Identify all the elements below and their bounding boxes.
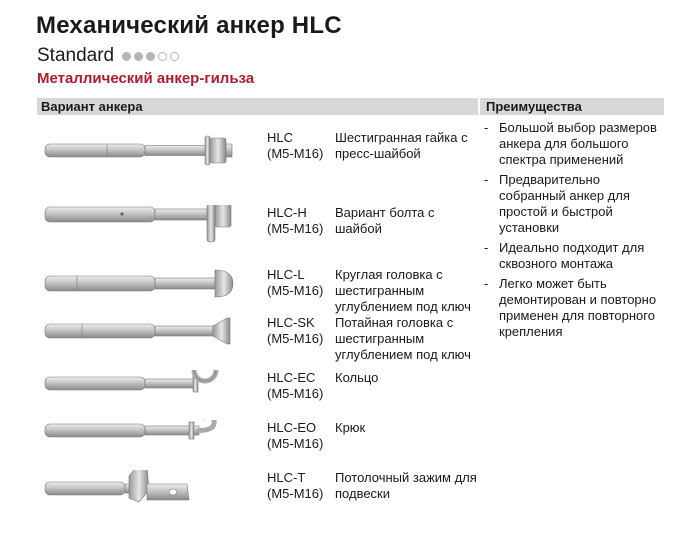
column-header-advantages: Преимущества	[480, 98, 664, 115]
variant-description: Кольцо	[335, 370, 379, 385]
variant-code	[267, 470, 333, 502]
rating-dot-empty	[158, 52, 167, 61]
variant-size: (M5-M16)	[267, 436, 324, 451]
standard-label: Standard	[37, 45, 115, 66]
variant-code-text: HLC-T	[267, 470, 306, 485]
variant-size: (M5-M16)	[267, 146, 324, 161]
column-header-variant: Вариант анкера	[37, 98, 478, 115]
anchor-hlc-sk-image	[37, 315, 242, 359]
variant-code	[267, 315, 333, 347]
variant-code-text: HLC-H	[267, 205, 307, 220]
variant-size: (M5-M16)	[267, 386, 324, 401]
anchor-hlc-ec-image	[37, 370, 242, 414]
variant-description: Круглая головка с шестигранным углублением под ключ	[335, 267, 471, 314]
anchor-hlc-image	[37, 130, 242, 174]
variant-description: Вариант болта с шайбой	[335, 205, 435, 236]
variant-code	[267, 370, 333, 402]
variant-description: Крюк	[335, 420, 366, 435]
variant-row-hlc-eo	[37, 420, 474, 464]
variant-code	[267, 205, 333, 237]
variant-description: Шестигранная гайка с пресс-шайбой	[335, 130, 468, 161]
variant-row-hlc-t	[37, 470, 477, 514]
variant-size: (M5-M16)	[267, 221, 324, 236]
variant-size: (M5-M16)	[267, 331, 324, 346]
variant-row-hlc-sk	[37, 315, 474, 362]
variant-size: (M5-M16)	[267, 486, 324, 501]
advantage-item: - Идеально подходит для сквозного монтажа	[484, 240, 664, 272]
rating-dot-filled	[122, 52, 131, 61]
anchor-hlc-h-image	[37, 205, 242, 249]
variant-code-text: HLC	[267, 130, 294, 145]
variant-size: (M5-M16)	[267, 283, 324, 298]
rating-dots	[122, 52, 179, 61]
variant-row-hlc-h	[37, 205, 474, 249]
variant-description: Потолочный зажим для подвески	[335, 470, 477, 501]
variant-description: Потайная головка с шестигранным углублением под ключ	[335, 315, 471, 362]
variant-code	[267, 130, 333, 162]
advantage-item: - Большой выбор размеров анкера для большого спектра применений	[484, 120, 664, 168]
variant-code-text: HLC-L	[267, 267, 305, 282]
page-subtitle: Металлический анкер-гильза	[37, 70, 255, 87]
variant-code-text: HLC-EC	[267, 370, 316, 385]
variant-code	[267, 267, 333, 299]
standard-rating	[37, 45, 179, 67]
advantage-item: - Легко может быть демонтирован и повторно применен для повторного крепления	[484, 276, 664, 340]
variant-code-text: HLC-SK	[267, 315, 315, 330]
variant-row-hlc-ec	[37, 370, 474, 414]
variant-code-text: HLC-EO	[267, 420, 317, 435]
anchor-hlc-l-image	[37, 267, 242, 311]
advantages-list	[484, 120, 664, 344]
rating-dot-filled	[134, 52, 143, 61]
variant-row-hlc-l	[37, 267, 474, 314]
advantage-item: - Предварительно собранный анкер для простой и быстрой установки	[484, 172, 664, 236]
variant-code	[267, 420, 333, 452]
rating-dot-filled	[146, 52, 155, 61]
anchor-hlc-t-image	[37, 470, 242, 514]
variant-row-hlc	[37, 130, 474, 174]
anchor-hlc-eo-image	[37, 420, 242, 464]
page-title: Механический анкер HLC	[36, 12, 342, 39]
rating-dot-empty	[170, 52, 179, 61]
